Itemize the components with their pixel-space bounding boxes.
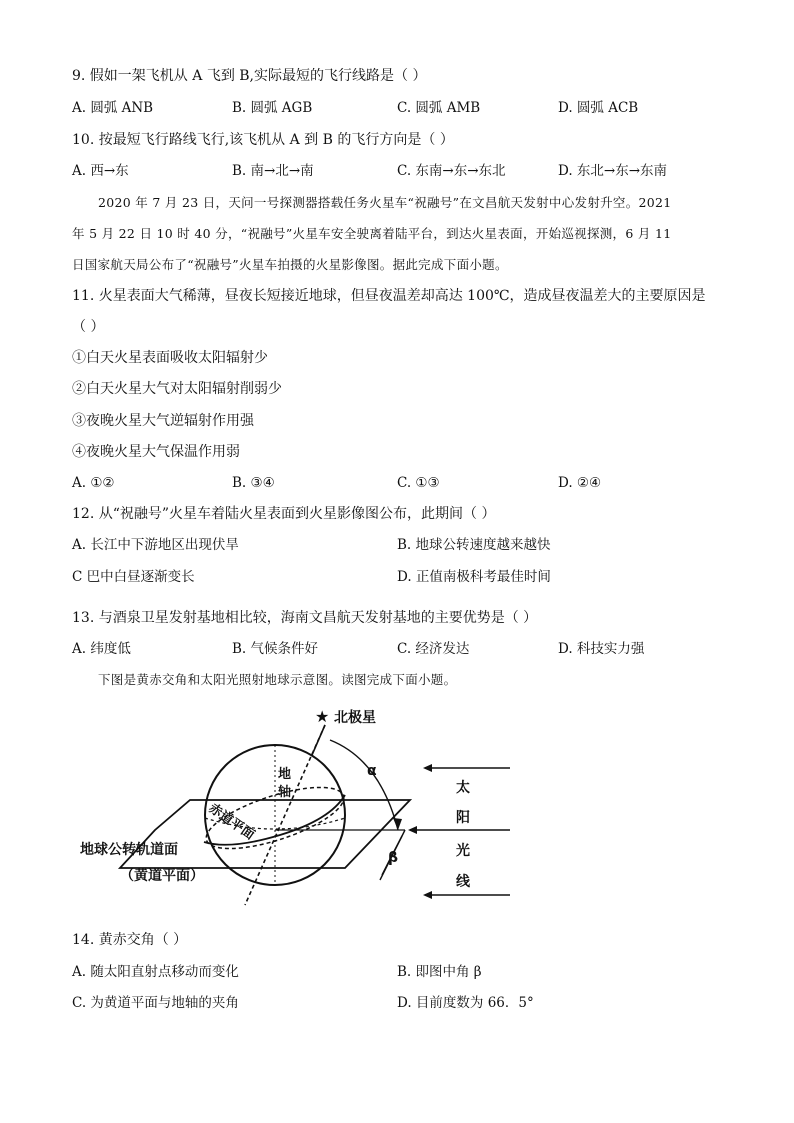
polaris-star-icon: ★: [315, 707, 330, 726]
alpha-arc-arrowhead: [393, 818, 402, 830]
sun-ray-2-arrow: [408, 826, 417, 834]
question-14-option-a: A. 随太阳直射点移动而变化: [72, 964, 239, 980]
question-11-option-d: D. ②④: [558, 475, 602, 491]
question-13-stem: 13. 与酒泉卫星发射基地相比较，海南文昌航天发射基地的主要优势是（ ）: [72, 610, 538, 626]
question-10-option-d: D. 东北→东→东南: [558, 163, 668, 179]
question-9-option-d: D. 圆弧 ACB: [558, 100, 639, 116]
passage-1-line-2: 年 5 月 22 日 10 时 40 分，“祝融号”火星车安全驶离着陆平台，到达火星表面，开始巡视探测，6 月 11: [72, 226, 672, 241]
question-12-stem: 12. 从“祝融号”火星车着陆火星表面到火星影像图公布，此期间（ ）: [72, 506, 496, 522]
question-11-option-b: B. ③④: [232, 475, 275, 491]
question-13-option-c: C. 经济发达: [397, 641, 470, 657]
question-11-statement-2: ②白天火星大气对太阳辐射削弱少: [72, 381, 282, 397]
sunlight-char-1: 太: [456, 780, 470, 796]
question-9-option-c: C. 圆弧 AMB: [397, 100, 481, 116]
alpha-arc: [330, 740, 398, 830]
question-10-option-a: A. 西→东: [72, 163, 129, 179]
question-13-option-d: D. 科技实力强: [558, 641, 645, 657]
question-14-stem: 14. 黄赤交角（ ）: [72, 932, 188, 948]
sunlight-char-4: 线: [456, 874, 470, 890]
question-9-option-a: A. 圆弧 ANB: [72, 100, 154, 116]
ecliptic-plane-label: （黄道平面）: [120, 868, 204, 884]
question-11-stem: 11. 火星表面大气稀薄，昼夜长短接近地球，但昼夜温差却高达 100℃，造成昼夜温差大的主要原因是: [72, 288, 706, 304]
sun-ray-1-arrow: [423, 764, 432, 772]
question-14-option-d: D. 目前度数为 66．5°: [397, 995, 534, 1011]
passage-1-line-1: 2020 年 7 月 23 日，天问一号探测器搭载任务火星车“祝融号”在文昌航天发射中心发射升空。2021: [98, 195, 672, 210]
question-12-option-c: C 巴中白昼逐渐变长: [72, 569, 195, 585]
question-9-stem: 9. 假如一架飞机从 A 飞到 B,实际最短的飞行线路是（ ）: [72, 68, 427, 84]
tilt-line: [380, 830, 405, 880]
question-11-statement-3: ③夜晚火星大气逆辐射作用强: [72, 413, 254, 429]
question-12-option-b: B. 地球公转速度越来越快: [397, 537, 551, 553]
question-12-option-d: D. 正值南极科考最佳时间: [397, 569, 551, 585]
passage-1-line-3: 日国家航天局公布了“祝融号”火星车拍摄的火星影像图。据此完成下面小题。: [72, 257, 508, 272]
earth-axis-top: [312, 725, 325, 755]
question-13-option-b: B. 气候条件好: [232, 641, 319, 657]
question-12-option-a: A. 长江中下游地区出现伏旱: [72, 537, 239, 553]
question-14-option-b: B. 即图中角 β: [397, 964, 482, 980]
question-13-option-a: A. 纬度低: [72, 641, 131, 657]
sunlight-char-2: 阳: [456, 810, 470, 826]
question-10-option-b: B. 南→北→南: [232, 163, 314, 179]
earth-axis-label-2: 轴: [278, 785, 292, 800]
obliquity-diagram: [80, 700, 540, 920]
question-11-statement-1: ①白天火星表面吸收太阳辐射少: [72, 350, 268, 366]
passage-2: 下图是黄赤交角和太阳光照射地球示意图。读图完成下面小题。: [98, 672, 457, 687]
sun-ray-3-arrow: [423, 891, 432, 899]
equator-plane-label: 赤道平面: [205, 800, 257, 844]
orbit-plane-label: 地球公转轨道面: [80, 842, 178, 858]
polaris-label: 北极星: [334, 710, 376, 726]
alpha-label: α: [367, 763, 377, 779]
question-11-blank: （ ）: [72, 319, 105, 335]
beta-label: β: [388, 850, 399, 866]
earth-axis-label-1: 地: [278, 767, 292, 782]
question-9-option-b: B. 圆弧 AGB: [232, 100, 313, 116]
sunlight-char-3: 光: [456, 843, 470, 859]
question-14-option-c: C. 为黄道平面与地轴的夹角: [72, 995, 239, 1011]
question-11-statement-4: ④夜晚火星大气保温作用弱: [72, 444, 240, 460]
question-11-option-a: A. ①②: [72, 475, 115, 491]
question-11-option-c: C. ①③: [397, 475, 440, 491]
question-10-stem: 10. 按最短飞行路线飞行,该飞机从 A 到 B 的飞行方向是（ ）: [72, 132, 454, 148]
question-10-option-c: C. 东南→东→东北: [397, 163, 506, 179]
